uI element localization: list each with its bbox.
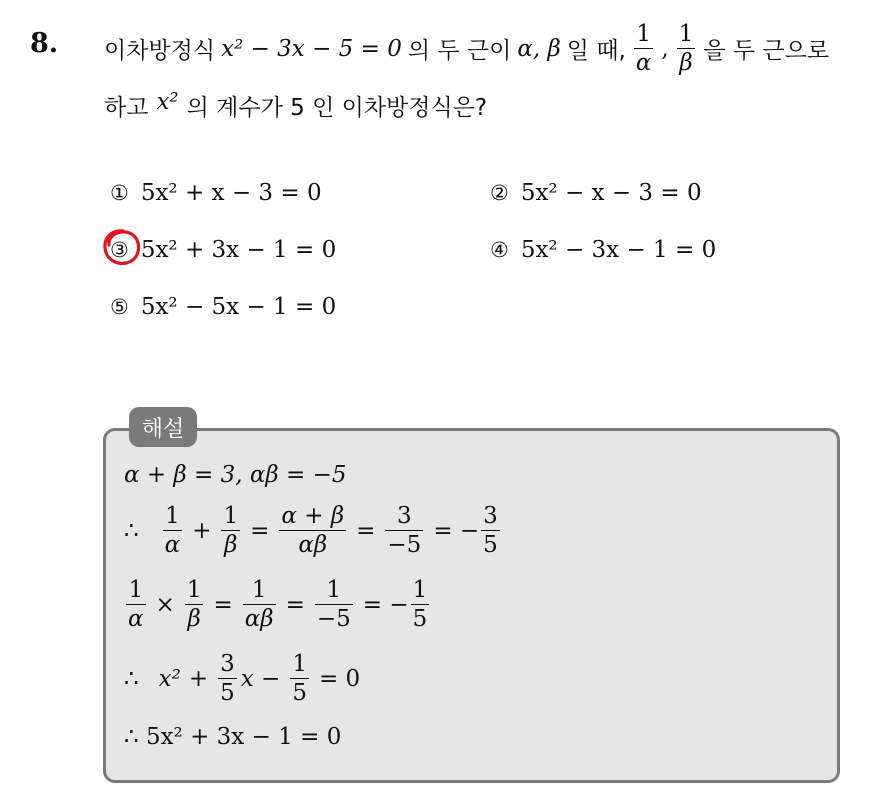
fraction: $\frac{1}{\alpha}$ — [164, 503, 181, 559]
question-number: 8. — [30, 28, 59, 59]
fraction: $\frac{1}{\beta}$ — [186, 577, 202, 633]
choice-2-number: ② — [490, 181, 509, 205]
equals-sign: = — [285, 591, 305, 618]
question-line2-text: 의 계수가 5 인 이차방정식은? — [186, 95, 488, 121]
choice-2-text: 5x² − x − 3 = 0 — [520, 180, 702, 206]
question-equation: x² − 3x − 5 = 0 — [221, 35, 402, 62]
choice-5-text: 5x² − 5x − 1 = 0 — [140, 294, 337, 320]
answer-circle-mark — [101, 228, 143, 268]
choice-5-number: ⑤ — [110, 295, 129, 319]
choice-1-number: ① — [110, 181, 129, 205]
fraction: $\frac{3}{-5}$ — [387, 503, 422, 559]
question-mid: 의 두 근이 — [407, 38, 512, 65]
solution-tag: 해설 — [129, 407, 197, 447]
equals-zero: = 0 — [318, 665, 361, 692]
equals-sign: = — [250, 517, 270, 544]
solution-line-5: ∴ 5x² + 3x − 1 = 0 — [124, 724, 342, 750]
choice-3-number: ③ — [110, 238, 129, 262]
choice-3[interactable] — [110, 237, 336, 263]
question-suffix: 을 두 근으로 — [703, 38, 830, 65]
question-line-1: 이차방정식 x² − 3x − 5 = 0 의 두 근이 α, β 일 때, $\frac{1}{\alpha}$ , $\frac{1}{\beta}$ 을 두 근으로 — [104, 21, 830, 77]
fraction: $\frac{1}{\alpha\beta}$ — [244, 577, 274, 633]
choice-4[interactable] — [490, 237, 716, 263]
fraction: $\frac{1}{-5}$ — [316, 577, 351, 633]
equals-sign: = − — [362, 591, 409, 618]
solution-line-1: α + β = 3, αβ = −5 — [124, 462, 347, 488]
solution-line-2 — [124, 504, 502, 557]
plus-sign: + — [192, 517, 212, 544]
question-line-2 — [104, 89, 487, 122]
fraction: $\frac{1}{\alpha}$ — [128, 577, 144, 633]
choice-1-text: 5x² + x − 3 = 0 — [140, 180, 322, 206]
fraction: $\frac{1}{5}$ — [412, 577, 428, 633]
equals-sign: = — [356, 517, 376, 544]
fraction: $\frac{3}{5}$ — [483, 503, 498, 559]
plus-sign: + — [188, 665, 209, 692]
question-mid2: 일 때, — [566, 38, 626, 65]
choice-5[interactable] — [110, 294, 336, 320]
choice-3-text: 5x² + 3x − 1 = 0 — [140, 237, 337, 263]
fraction-one-over-beta: $\frac{1}{\beta}$ — [678, 21, 694, 77]
solution-line-4 — [124, 652, 360, 705]
x-squared: x² — [158, 665, 181, 692]
therefore-symbol: ∴ — [124, 665, 139, 692]
question-line2-prefix: 하고 — [104, 95, 149, 121]
question-line2-term: x² — [156, 89, 179, 115]
choice-1[interactable] — [110, 180, 322, 206]
times-sign: × — [155, 591, 175, 618]
question-roots: α, β — [517, 35, 561, 62]
x-term: x − — [240, 665, 281, 692]
fraction: $\frac{1}{\beta}$ — [223, 503, 239, 559]
choice-4-text: 5x² − 3x − 1 = 0 — [520, 237, 717, 263]
therefore-symbol: ∴ — [124, 517, 139, 544]
choice-2[interactable] — [490, 180, 702, 206]
fraction: $\frac{3}{5}$ — [220, 651, 235, 707]
solution-line-3 — [124, 578, 431, 631]
fraction: $\frac{\alpha + \beta}{\alpha\beta}$ — [281, 503, 345, 559]
question-prefix: 이차방정식 — [104, 38, 216, 65]
fraction-one-over-alpha: $\frac{1}{\alpha}$ — [635, 21, 652, 77]
fraction: $\frac{1}{5}$ — [292, 651, 307, 707]
equals-sign: = − — [433, 517, 480, 544]
equals-sign: = — [213, 591, 233, 618]
choice-4-number: ④ — [490, 238, 509, 262]
